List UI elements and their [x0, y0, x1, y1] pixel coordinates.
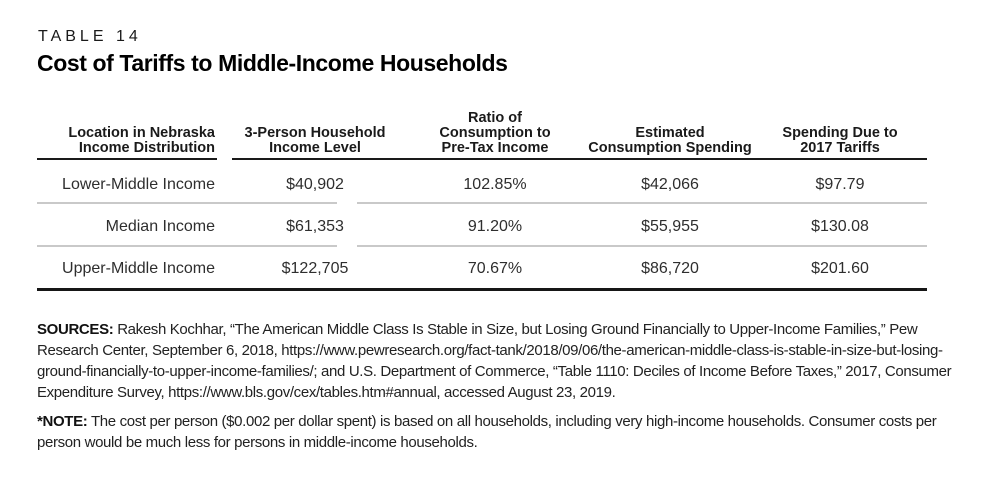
cell-consumption: $86,720 [641, 260, 699, 277]
note-paragraph [37, 411, 965, 453]
cell-tariff-cost: $201.60 [811, 260, 869, 277]
table-row [0, 248, 1000, 290]
cell-consumption: $42,066 [641, 176, 699, 193]
cell-ratio: 70.67% [467, 260, 523, 277]
cell-income-level: $122,705 [281, 260, 349, 277]
cell-ratio: 91.20% [467, 218, 523, 235]
note-text: The cost per person ($0.002 per dollar spent) is based on all households, including very high-income households. Consumer costs per person would be much less for persons in middle-income households. [37, 413, 937, 451]
column-header-income-level [230, 126, 400, 156]
table-header-row [0, 100, 1000, 157]
column-header-line: Pre-Tax Income [441, 140, 549, 156]
header-underline-segment [232, 158, 927, 160]
cell-location: Median Income [105, 218, 215, 235]
page-title: Cost of Tariffs to Middle-Income Households [37, 50, 508, 76]
cell-income-level: $61,353 [286, 218, 344, 235]
sources-paragraph [37, 319, 965, 403]
cell-consumption: $55,955 [641, 218, 699, 235]
column-header-line: Consumption Spending [588, 140, 752, 156]
column-header-ratio [410, 111, 580, 156]
row-separator-segment [37, 202, 337, 204]
sources-label: SOURCES: [37, 321, 114, 338]
table-row [0, 206, 1000, 248]
cell-location: Upper-Middle Income [62, 260, 215, 277]
row-separator-segment [357, 245, 927, 247]
column-header-line: 3-Person Household [244, 125, 386, 141]
row-separator-segment [37, 245, 337, 247]
column-header-line: Location in Nebraska [68, 125, 215, 141]
column-header-line: Spending Due to [782, 125, 898, 141]
header-underline-segment [37, 158, 217, 160]
sources-text: Rakesh Kochhar, “The American Middle Class Is Stable in Size, but Losing Ground Financially to Upper-Income Families,” Pew Research Center, September 6, 2018, https://www.pewresearch.org/fact-tank/2018/09/06/the-american-middle-class-is-stable-in-size-but-losing-ground-financially-to-upper-income-families/; and U.S. Department of Commerce, “Table 1110: Deciles of Income Before Taxes,” 2017, Consumer Expenditure Survey, https://www.bls.gov/cex/tables.htm#annual, accessed August 23, 2019. [37, 321, 952, 401]
column-header-tariff-cost [755, 126, 925, 156]
cell-ratio: 102.85% [463, 176, 527, 193]
column-header-line: Estimated [635, 125, 705, 141]
cell-location: Lower-Middle Income [62, 176, 215, 193]
column-header-line: Ratio of [468, 110, 522, 126]
column-header-line: 2017 Tariffs [800, 140, 880, 156]
table-label: TABLE 14 [38, 28, 142, 45]
column-header-consumption [585, 126, 755, 156]
table-bottom-rule [37, 288, 927, 291]
cell-income-level: $40,902 [286, 176, 344, 193]
cell-tariff-cost: $130.08 [811, 218, 869, 235]
column-header-line: Income Level [269, 140, 361, 156]
row-separator-segment [357, 202, 927, 204]
table-row [0, 164, 1000, 206]
note-label: *NOTE: [37, 413, 88, 430]
column-header-line: Income Distribution [78, 140, 215, 156]
column-header-line: Consumption to [439, 125, 551, 141]
column-header-location [37, 126, 215, 156]
cell-tariff-cost: $97.79 [815, 176, 865, 193]
